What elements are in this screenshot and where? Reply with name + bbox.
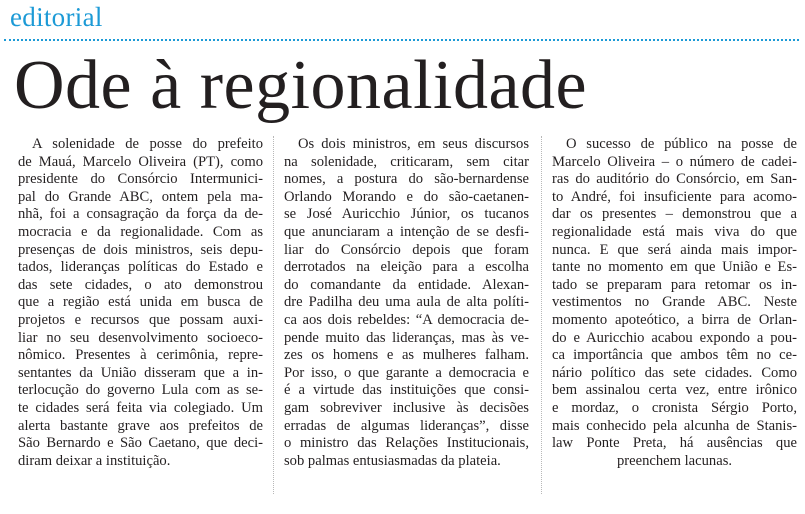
article-column-3 [552, 136, 797, 470]
article-line: se José Auricchio Júnior, os tucanos [284, 206, 529, 223]
article-line: nário político das sete cidades. Como [552, 364, 797, 381]
article-line: presenças de dois ministros, seis depu- [18, 241, 263, 258]
article-line: São Bernardo e São Caetano, que deci- [18, 435, 263, 452]
article-line: vestimentos no Grande ABC. Neste [552, 294, 797, 311]
article-line: nunca. E que será ainda mais impor- [552, 241, 797, 258]
article-line: das sete cidades, o ato demonstrou [18, 276, 263, 293]
article-line: o ministro das Relações Institucionais, [284, 435, 529, 452]
article-line: na solenidade, criticaram, sem citar [284, 153, 529, 170]
article-line: pal do Grande ABC, ontem pela ma- [18, 188, 263, 205]
article-line: liar do Consórcio depois que foram [284, 241, 529, 258]
article-line: mocracia e da regionalidade. Com as [18, 223, 263, 240]
article-column-2 [284, 136, 529, 470]
article-line: bem assinalou certa vez, entre irônico [552, 382, 797, 399]
article-line: sob palmas entusiasmadas da plateia. [284, 452, 501, 469]
article-line: to André, foi insuficiente para acomo- [552, 188, 797, 205]
article-line: dre Padilha deu uma aula de alta políti- [284, 294, 529, 311]
article-line: nhã, foi a consagração da força da de- [18, 206, 263, 223]
article-line: nomes, a postura do são-bernardense [284, 171, 529, 188]
article-line: tado se preparam para retomar os in- [552, 276, 797, 293]
article-line: tados, lideranças políticas do Estado e [18, 259, 263, 276]
article-line: nômico. Presentes à cerimônia, repre- [18, 347, 263, 364]
article-line: sentantes da União disseram que a in- [18, 364, 263, 381]
article-line: O sucesso de público na posse de [566, 136, 797, 152]
article-line: do comandante da entidade. Alexan- [284, 276, 529, 293]
article-line: terlocução do governo Lula com as se- [18, 382, 263, 399]
article-line: projetos e recursos que possam auxi- [18, 311, 263, 328]
article-line: derrotados na eleição para a escolha [284, 259, 529, 276]
article-column-1 [18, 136, 263, 470]
article-line: erradas de algumas lideranças”, disse [284, 417, 529, 434]
article-line: ca aos dois rebeldes: “A democracia de- [284, 311, 529, 328]
article-line: regionalidade está mais viva do que [552, 223, 797, 240]
article-line: ras do auditório do Consórcio, em San- [552, 171, 797, 188]
article-line: ca importância que ambos têm no ce- [552, 347, 797, 364]
article-line: tante no momento em que União e Es- [552, 259, 797, 276]
article-line: preenchem lacunas. [616, 452, 733, 469]
article-line: law Ponte Preta, há ausências que [552, 435, 797, 452]
article-line: mais conhecido pela alcunha de Stanis- [552, 417, 797, 434]
article-line: e mordaz, o cronista Sérgio Porto, [552, 399, 797, 416]
article-line: diram deixar a instituição. [18, 452, 171, 469]
section-tag: editorial [10, 2, 103, 32]
article-line: presidente do Consórcio Intermunici- [18, 171, 263, 188]
article-line: Marcelo Oliveira – o número de cadei- [552, 153, 797, 170]
article-line: gam sobreviver inclusive às decisões [284, 399, 529, 416]
article-line: zes os homens e as mulheres falham. [284, 347, 529, 364]
article-line: Os dois ministros, em seus discursos [298, 136, 529, 152]
article-body [18, 136, 800, 506]
article-line: do e Auricchio acabou expondo a pou- [552, 329, 797, 346]
headline: Ode à regionalidade [14, 47, 588, 124]
article-line: que anunciaram a intenção de se desfi- [284, 223, 529, 240]
article-line: alerta bastante grave aos prefeitos de [18, 417, 263, 434]
article-line: A solenidade de posse do prefeito [32, 136, 263, 152]
article-line: que a região está unida em busca de [18, 294, 263, 311]
article-line: de Mauá, Marcelo Oliveira (PT), como [18, 153, 263, 170]
article-line: é a virtude das instituições que consi- [284, 382, 529, 399]
article-line: Por isso, o que garante a democracia e [284, 364, 529, 381]
article-line: Orlando Morando e do são-caetanen- [284, 188, 529, 205]
article-line: liar no seu desenvolvimento socioeco- [18, 329, 263, 346]
section-divider [4, 39, 799, 41]
article-line: pende muito das lideranças, mas às ve- [284, 329, 529, 346]
article-line: dar os presentes – demonstrou que a [552, 206, 797, 223]
article-line: momento apoteótico, a birra de Orlan- [552, 311, 797, 328]
article-line: te cidades será feita via colegiado. Um [18, 399, 263, 416]
